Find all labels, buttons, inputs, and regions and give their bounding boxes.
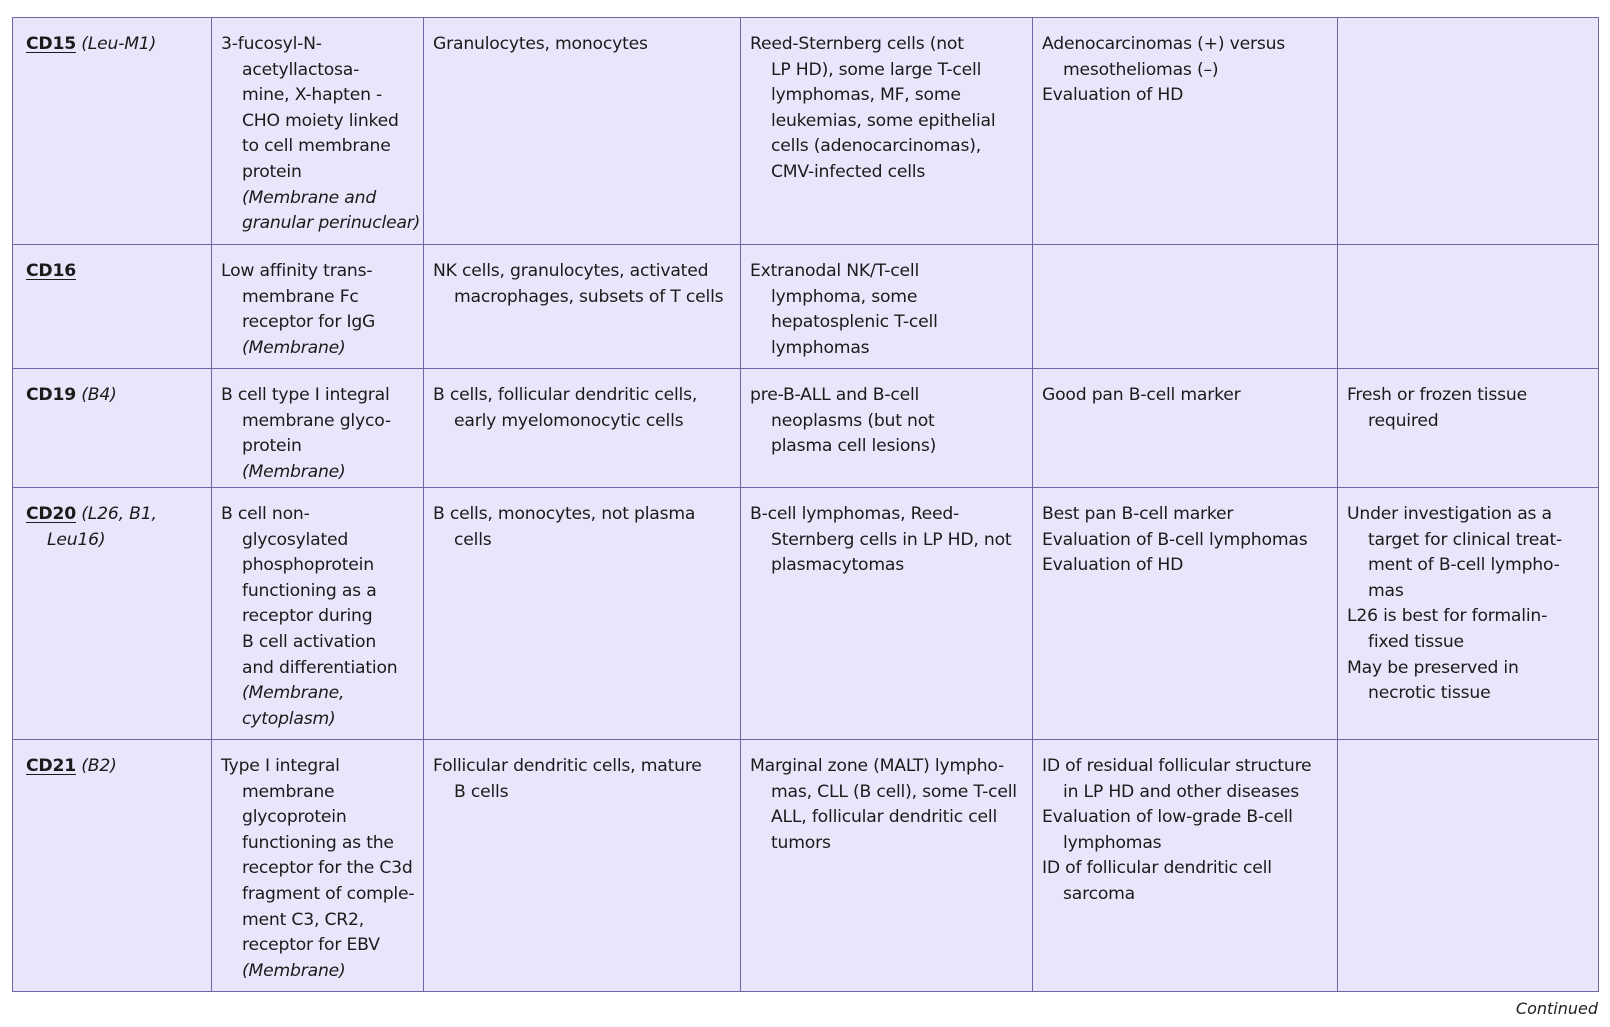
abnormal-line: Extranodal NK/T-cell [750, 261, 920, 281]
structure-line: acetyllactosa- [242, 59, 360, 80]
structure-line: glycosylated [242, 529, 349, 550]
usage-line: in LP HD and other diseases [1063, 781, 1300, 802]
comments-line: mas [1368, 580, 1404, 601]
structure-line: Low affinity trans- [221, 261, 373, 281]
structure-line: membrane glyco- [242, 410, 391, 431]
marker-name: CD21 [26, 756, 76, 776]
marker-name: CD16 [26, 261, 76, 281]
structure-line: B cell non- [221, 504, 310, 524]
normal-cell [424, 369, 741, 488]
marker-name: CD20 [26, 504, 76, 524]
structure-line: receptor for EBV [242, 935, 380, 956]
normal-line: NK cells, granulocytes, activated [433, 261, 709, 281]
abnormal-cell [741, 18, 1033, 245]
staining-line: granular perinuclear) [242, 213, 421, 234]
normal-line: Granulocytes, monocytes [433, 34, 648, 54]
table-row [13, 369, 1599, 488]
usage-cell [1033, 488, 1338, 740]
comments-line: Under investigation as a [1347, 504, 1552, 524]
structure-line: membrane Fc [242, 286, 359, 307]
comments-line: target for clinical treat- [1368, 529, 1562, 550]
abnormal-line: tumors [771, 832, 831, 853]
structure-line: and differentiation [242, 657, 398, 678]
structure-cell [212, 369, 424, 488]
marker-name: CD15 [26, 34, 76, 54]
comments-cell [1338, 488, 1599, 740]
normal-line: macrophages, subsets of T cells [454, 286, 724, 307]
comments-cell [1338, 740, 1599, 992]
structure-cell [212, 488, 424, 740]
marker-alias: (B4) [76, 385, 117, 405]
continued-note: Continued [1515, 999, 1598, 1018]
abnormal-cell [741, 488, 1033, 740]
usage-cell [1033, 18, 1338, 245]
usage-line: Good pan B-cell marker [1042, 385, 1241, 405]
structure-line: receptor for IgG [242, 312, 376, 333]
structure-line: ment C3, CR2, [242, 909, 365, 930]
abnormal-line: ALL, follicular dendritic cell [771, 807, 998, 828]
abnormal-line: Reed-Sternberg cells (not [750, 34, 964, 54]
structure-line: membrane [242, 781, 335, 802]
usage-line: Evaluation of HD [1042, 85, 1184, 106]
marker-cell [13, 245, 212, 369]
comments-line: May be preserved in [1347, 657, 1519, 678]
abnormal-line: Marginal zone (MALT) lympho- [750, 756, 1005, 776]
cd-marker-table [12, 17, 1599, 992]
normal-line: Follicular dendritic cells, mature [433, 756, 702, 776]
structure-cell [212, 245, 424, 369]
usage-cell [1033, 740, 1338, 992]
comments-cell [1338, 18, 1599, 245]
marker-cell [13, 740, 212, 992]
staining-line: (Membrane) [242, 960, 346, 981]
abnormal-line: Sternberg cells in LP HD, not [771, 529, 1012, 550]
structure-cell [212, 740, 424, 992]
comments-line: necrotic tissue [1368, 683, 1491, 704]
structure-line: 3-fucosyl-N- [221, 34, 322, 54]
comments-line: ment of B-cell lympho- [1368, 555, 1560, 576]
usage-cell [1033, 245, 1338, 369]
marker-alias: (B2) [76, 756, 117, 776]
normal-line: early myelomonocytic cells [454, 410, 684, 431]
abnormal-line: B-cell lymphomas, Reed- [750, 504, 960, 524]
usage-line: ID of residual follicular structure [1042, 756, 1312, 776]
staining-line: cytoplasm) [242, 708, 336, 729]
abnormal-line: cells (adenocarcinomas), [771, 136, 982, 157]
comments-cell [1338, 245, 1599, 369]
abnormal-line: pre-B-ALL and B-cell [750, 385, 920, 405]
normal-cell [424, 18, 741, 245]
marker-cell [13, 18, 212, 245]
usage-line: Evaluation of low-grade B-cell [1042, 807, 1293, 828]
staining-line: (Membrane) [242, 461, 346, 482]
abnormal-line: mas, CLL (B cell), some T-cell [771, 781, 1017, 802]
marker-cell [13, 488, 212, 740]
marker-alias: (L26, B1, [76, 504, 157, 524]
marker-cell [13, 369, 212, 488]
structure-cell [212, 18, 424, 245]
staining-line: (Membrane, [242, 683, 345, 704]
table-row [13, 18, 1599, 245]
normal-line: B cells [454, 781, 509, 802]
usage-line: Evaluation of HD [1042, 555, 1184, 576]
usage-line: Evaluation of B-cell lymphomas [1042, 529, 1308, 550]
table-row [13, 488, 1599, 740]
abnormal-line: lymphomas, MF, some [771, 85, 961, 106]
abnormal-cell [741, 740, 1033, 992]
abnormal-line: neoplasms (but not [771, 410, 935, 431]
abnormal-line: lymphoma, some [771, 286, 918, 307]
structure-line: functioning as the [242, 832, 394, 853]
structure-line: Type I integral [221, 756, 340, 776]
usage-line: ID of follicular dendritic cell [1042, 858, 1272, 879]
usage-line: Best pan B-cell marker [1042, 504, 1234, 524]
abnormal-line: CMV-infected cells [771, 161, 926, 182]
structure-line: protein [242, 436, 302, 457]
abnormal-line: plasma cell lesions) [771, 436, 937, 457]
structure-line: mine, X-hapten - [242, 85, 383, 106]
abnormal-cell [741, 245, 1033, 369]
comments-line: fixed tissue [1368, 631, 1464, 652]
usage-line: Adenocarcinomas (+) versus [1042, 34, 1286, 54]
marker-alias-continued: Leu16) [47, 529, 106, 550]
marker-name: CD19 [26, 385, 76, 405]
normal-cell [424, 245, 741, 369]
abnormal-line: leukemias, some epithelial [771, 110, 996, 131]
usage-cell [1033, 369, 1338, 488]
structure-line: to cell membrane [242, 136, 391, 157]
normal-line: B cells, follicular dendritic cells, [433, 385, 698, 405]
abnormal-cell [741, 369, 1033, 488]
structure-line: B cell type I integral [221, 385, 390, 405]
usage-line: mesotheliomas (–) [1063, 59, 1219, 80]
structure-line: receptor for the C3d [242, 858, 413, 879]
structure-line: phosphoprotein [242, 555, 374, 576]
abnormal-line: LP HD), some large T-cell [771, 59, 982, 80]
usage-line: sarcoma [1063, 883, 1136, 904]
normal-line: B cells, monocytes, not plasma [433, 504, 696, 524]
structure-line: functioning as a [242, 580, 377, 601]
structure-line: fragment of comple- [242, 883, 415, 904]
abnormal-line: plasmacytomas [771, 555, 904, 576]
structure-line: B cell activation [242, 631, 377, 652]
normal-cell [424, 740, 741, 992]
abnormal-line: hepatosplenic T-cell [771, 312, 938, 333]
comments-line: L26 is best for formalin- [1347, 606, 1548, 627]
normal-cell [424, 488, 741, 740]
comments-line: Fresh or frozen tissue [1347, 385, 1527, 405]
staining-line: (Membrane) [242, 337, 346, 358]
staining-line: (Membrane and [242, 187, 377, 208]
table-row [13, 245, 1599, 369]
comments-line: required [1368, 410, 1439, 431]
marker-alias: (Leu-M1) [76, 34, 157, 54]
structure-line: receptor during [242, 606, 373, 627]
structure-line: glycoprotein [242, 807, 347, 828]
normal-line: cells [454, 529, 492, 550]
abnormal-line: lymphomas [771, 337, 870, 358]
structure-line: CHO moiety linked [242, 110, 399, 131]
structure-line: protein [242, 161, 302, 182]
comments-cell [1338, 369, 1599, 488]
table-row [13, 740, 1599, 992]
usage-line: lymphomas [1063, 832, 1162, 853]
